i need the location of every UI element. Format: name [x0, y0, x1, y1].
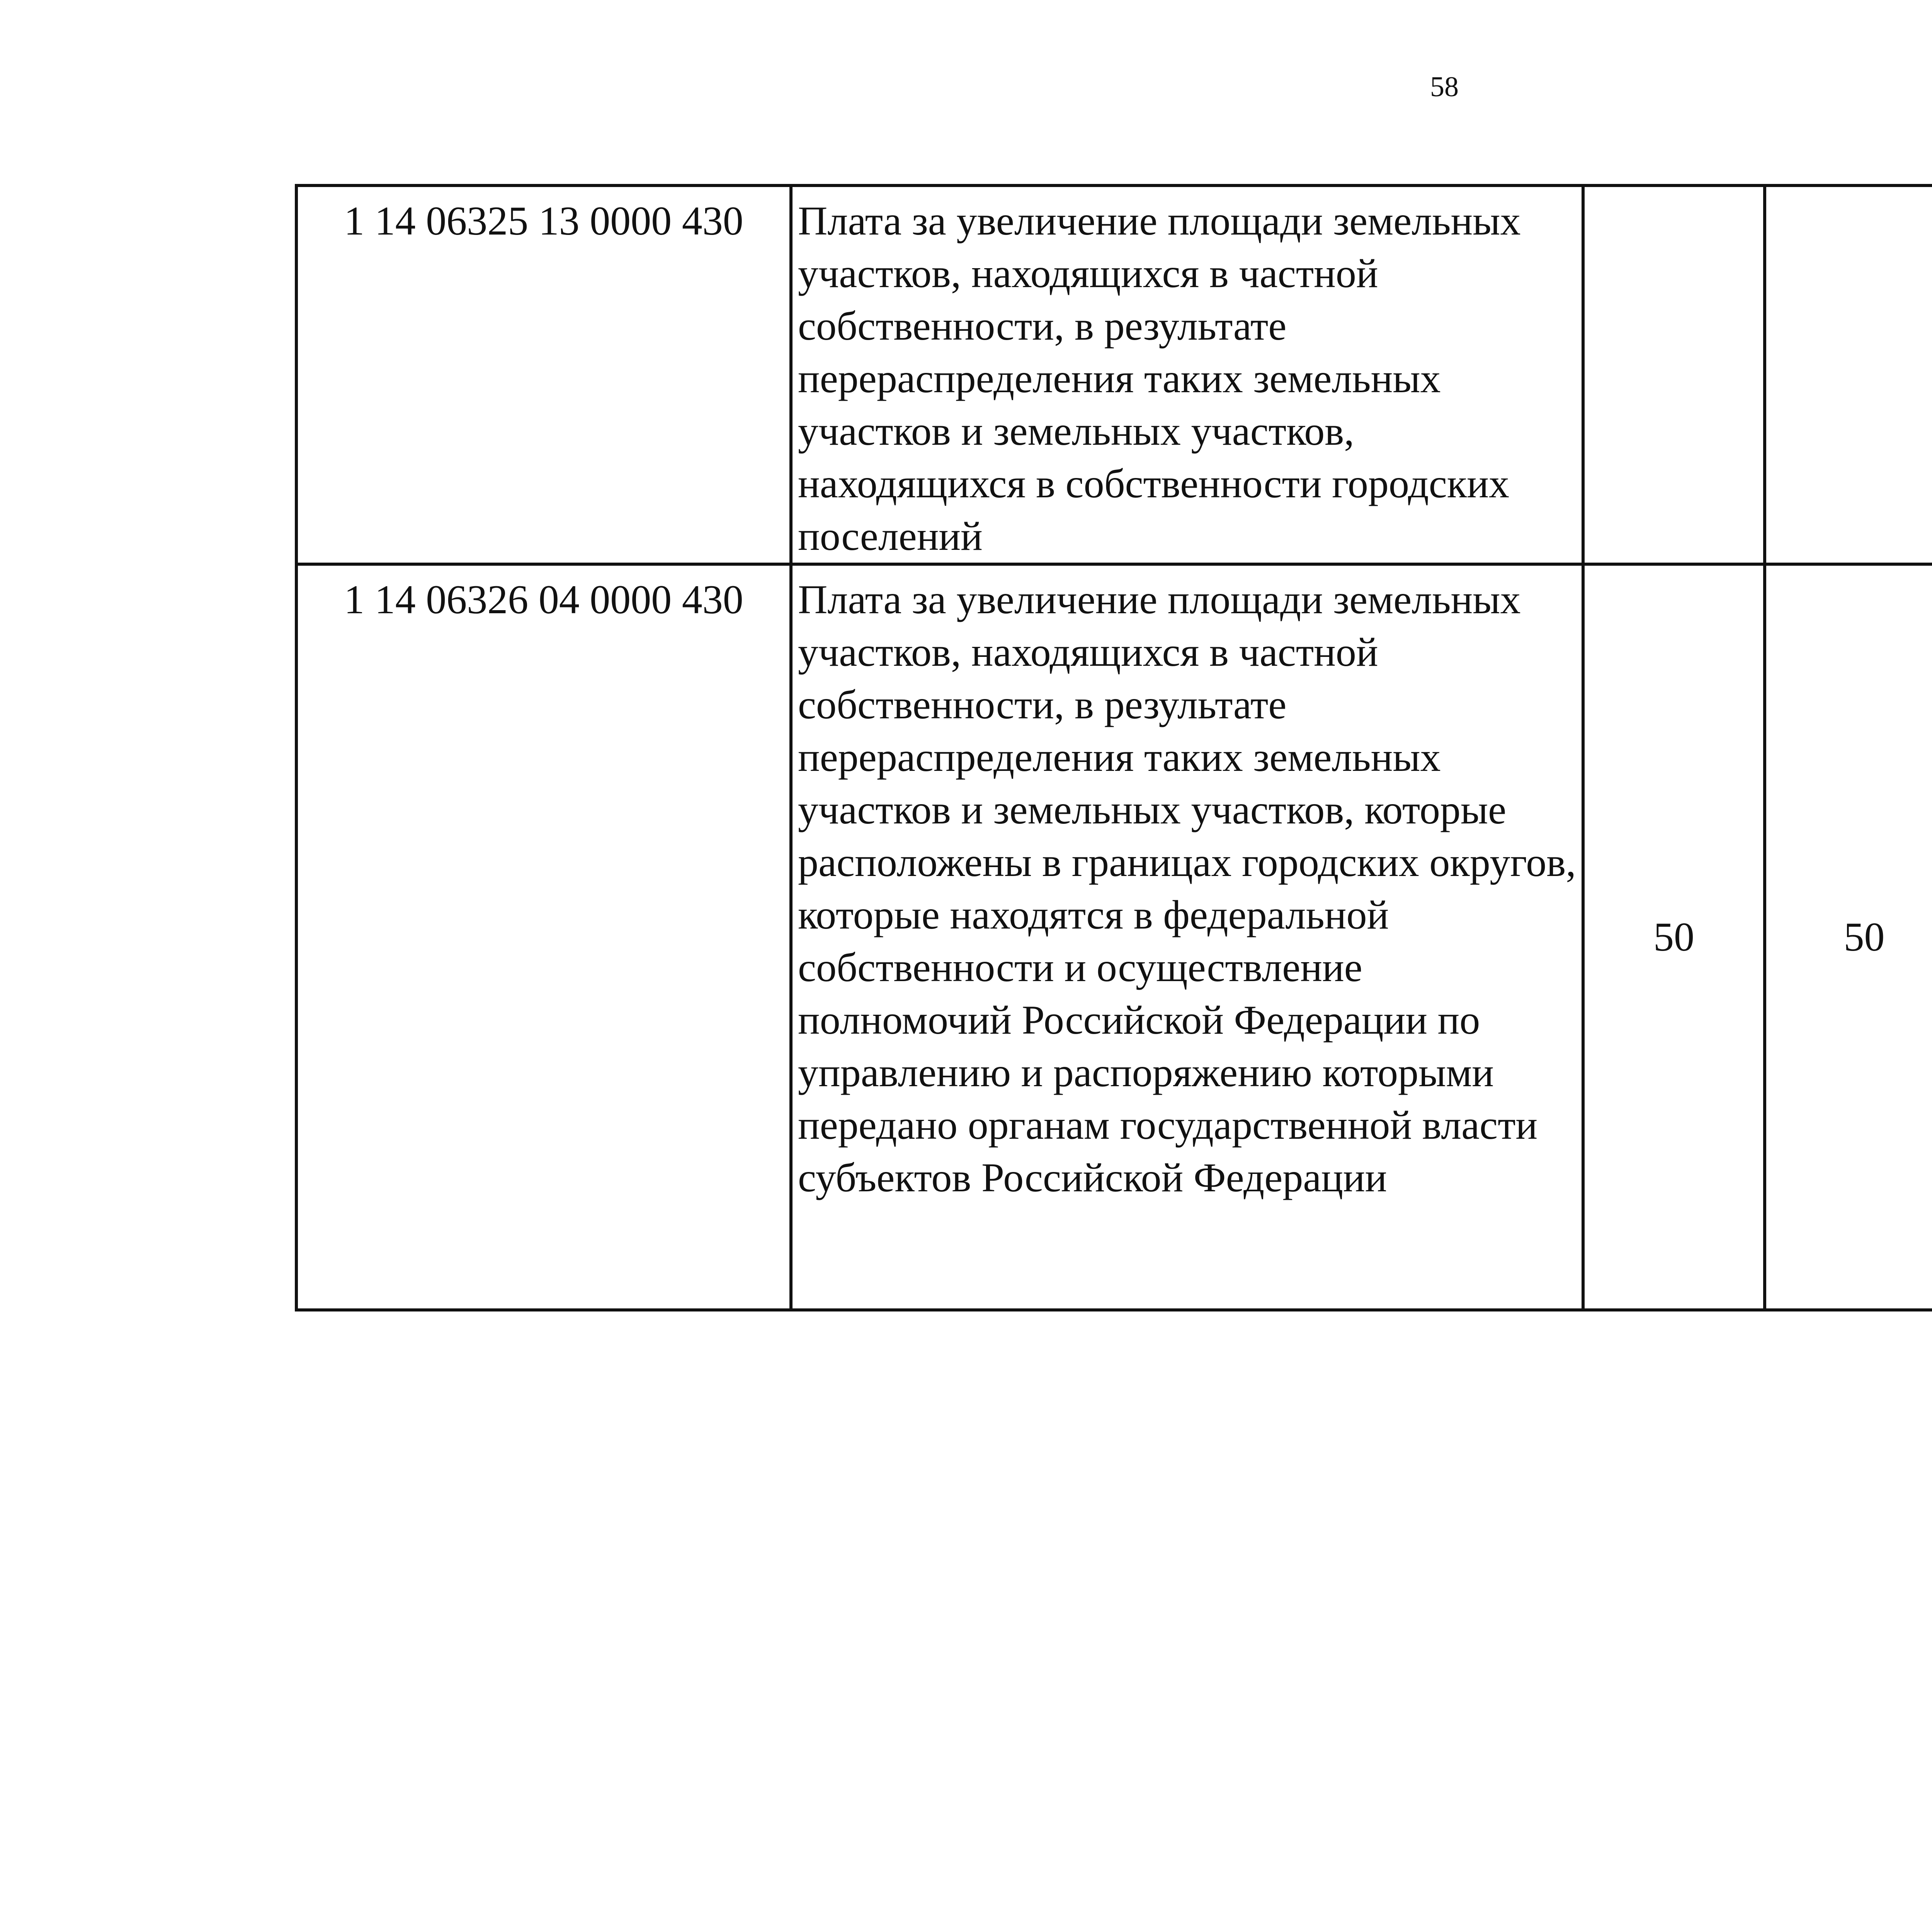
budget-code-cell: 1 14 06325 13 0000 430 [296, 185, 791, 564]
budget-code-cell: 1 14 06326 04 0000 430 [296, 564, 791, 1310]
page-number: 58 [1430, 71, 1459, 103]
value-cell [1583, 185, 1765, 564]
revenue-description-cell: Плата за увеличение площади земельных участков, находящихся в частной собственности, в результате перераспределения таких земельных участков и земельных участков, находящихся в собственности городских поселений [791, 185, 1583, 564]
table-row [296, 185, 1932, 564]
revenue-description-cell: Плата за увеличение площади земельных участков, находящихся в частной собственности, в результате перераспределения таких земельных участков и земельных участков, которые расположены в границах городских округов, которые находятся в федеральной собственности и осуществление полномочий Российской Федерации по управлению и распоряжению которыми передано органам государственной власти субъектов Российской Федерации [791, 564, 1583, 1310]
value-cell: 50 [1765, 564, 1932, 1310]
table-row [296, 564, 1932, 1310]
revenue-distribution-table [295, 184, 1932, 1311]
value-cell [1765, 185, 1932, 564]
value-cell: 50 [1583, 564, 1765, 1310]
